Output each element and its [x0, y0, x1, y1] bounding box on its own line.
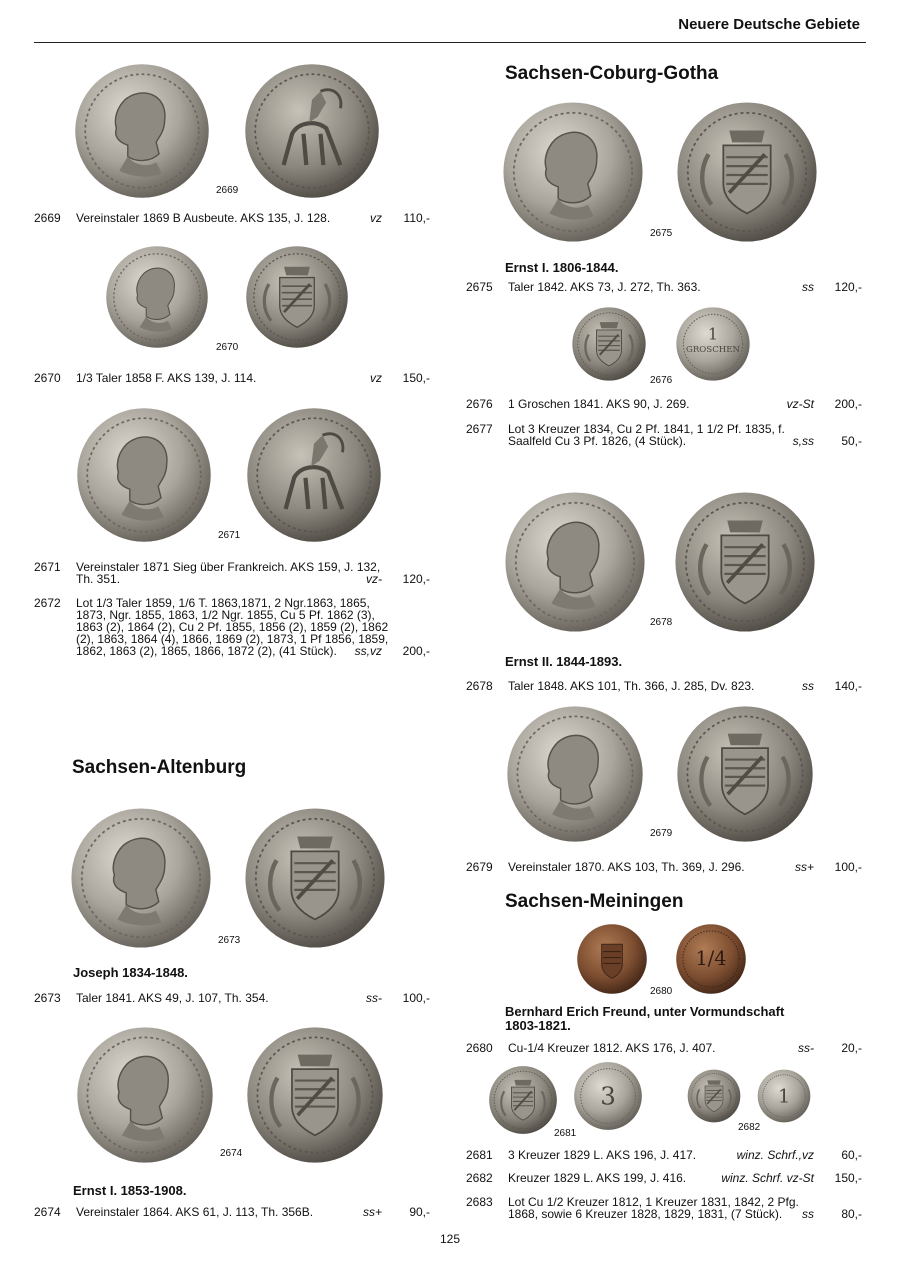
coin-2676-reverse — [674, 305, 752, 383]
lot-2680 — [466, 1042, 866, 1056]
lot-grade: ss — [802, 1207, 814, 1221]
lot-number: 2682 — [466, 1171, 493, 1185]
lot-grade: winz. Schrf. vz-St — [721, 1171, 814, 1185]
lot-description-line: 1862, 1863 (2), 1865, 1866, 1872 (2), (41 Stück). — [76, 644, 337, 658]
ruler-title: Joseph 1834-1848. — [73, 965, 188, 980]
lot-2683 — [466, 1196, 866, 1222]
figure-number: 2678 — [650, 617, 673, 628]
lot-price: 100,- — [402, 991, 430, 1005]
coin-2678-reverse — [671, 488, 819, 636]
lot-2672 — [34, 597, 434, 659]
coin-2675-obverse — [499, 98, 647, 246]
coin-2670-obverse — [103, 243, 211, 351]
lot-grade: ss,vz — [354, 644, 382, 658]
lot-grade: winz. Schrf.,vz — [736, 1148, 814, 1162]
lot-description-line: 1863 (2), 1864 (2), Cu 2 Pf. 1855, 1856 (2), 1859 (2), 1862 — [76, 620, 389, 634]
lot-description: Taler 1842. AKS 73, J. 272, Th. 363. — [508, 280, 701, 294]
lot-number: 2672 — [34, 596, 61, 610]
lot-number: 2674 — [34, 1205, 61, 1219]
coin-2681-obverse — [487, 1064, 559, 1136]
lot-description: Vereinstaler 1870. AKS 103, Th. 369, J. 296. — [508, 860, 745, 874]
lot-price: 80,- — [841, 1207, 862, 1221]
ruler-title: Ernst II. 1844-1893. — [505, 654, 623, 669]
coin-2675-reverse — [673, 98, 821, 246]
lot-grade: ss- — [366, 991, 382, 1005]
coin-2682-reverse — [756, 1068, 812, 1124]
lot-price: 200,- — [834, 397, 862, 411]
lot-price: 90,- — [409, 1205, 430, 1219]
lot-description-line: Lot Cu 1/2 Kreuzer 1812, 1 Kreuzer 1831, 1842, 2 Pfg. — [508, 1195, 799, 1209]
coin-2679-obverse — [503, 702, 647, 846]
coin-2682-obverse — [686, 1068, 742, 1124]
lot-price: 20,- — [841, 1041, 862, 1055]
lot-grade: ss+ — [362, 1205, 382, 1219]
coin-2680-obverse — [575, 922, 649, 996]
coin-2673-reverse — [241, 804, 389, 952]
lot-number: 2679 — [466, 860, 493, 874]
coin-2674-obverse — [73, 1023, 217, 1167]
section-title-coburg-gotha: Sachsen-Coburg-Gotha — [505, 63, 719, 84]
figure-number: 2676 — [650, 375, 673, 386]
lot-number: 2670 — [34, 371, 61, 385]
figure-number: 2670 — [216, 342, 239, 353]
page-number: 125 — [439, 1232, 461, 1246]
lot-description-line: Vereinstaler 1871 Sieg über Frankreich. AKS 159, J. 132, — [76, 560, 381, 574]
lot-number: 2676 — [466, 397, 493, 411]
lot-grade: ss — [802, 280, 814, 294]
lot-grade: ss — [802, 679, 814, 693]
ruler-title: Bernhard Erich Freund, unter Vormundschaft — [505, 1004, 785, 1019]
lot-description: Vereinstaler 1864. AKS 61, J. 113, Th. 356B. — [76, 1205, 314, 1219]
figure-number: 2682 — [738, 1122, 761, 1133]
lot-2674 — [34, 1206, 434, 1220]
lot-price: 150,- — [402, 371, 430, 385]
lot-number: 2678 — [466, 679, 493, 693]
lot-description: Taler 1848. AKS 101, Th. 366, J. 285, Dv. 823. — [508, 679, 755, 693]
coin-2671-obverse — [73, 404, 215, 546]
figure-number: 2673 — [218, 935, 241, 946]
lot-2669 — [34, 212, 434, 226]
lot-2670 — [34, 372, 434, 386]
lot-description-line: (2), 1863, 1864 (4), 1866, 1869 (2), 1873, 1 Pf 1856, 1859, — [76, 632, 389, 646]
lot-price: 110,- — [403, 211, 430, 225]
coin-2680-reverse — [674, 922, 748, 996]
lot-description-line: 1873, Ngr. 1855, 1863, 1/2 Ngr. 1855, Cu 5 Pf. 1862 (3), — [76, 608, 375, 622]
lot-description-line: Th. 351. — [76, 572, 121, 586]
lot-2671 — [34, 561, 434, 589]
coin-2681-reverse — [572, 1060, 644, 1132]
lot-description: 1/3 Taler 1858 F. AKS 139, J. 114. — [76, 371, 257, 385]
lot-number: 2669 — [34, 211, 61, 225]
figure-number: 2679 — [650, 828, 673, 839]
lot-price: 140,- — [834, 679, 862, 693]
lot-description-line: Lot 1/3 Taler 1859, 1/6 T. 1863,1871, 2 Ngr.1863, 1865, — [76, 596, 370, 610]
header-title: Neuere Deutsche Gebiete — [678, 16, 860, 33]
lot-number: 2675 — [466, 280, 493, 294]
lot-description-line: Saalfeld Cu 3 Pf. 1826, (4 Stück). — [508, 434, 687, 448]
lot-2678 — [466, 680, 866, 694]
lot-number: 2671 — [34, 560, 61, 574]
coin-2676-obverse — [570, 305, 648, 383]
lot-price: 200,- — [402, 644, 430, 658]
coin-2669-obverse — [71, 60, 213, 202]
lot-number: 2680 — [466, 1041, 493, 1055]
section-title-meiningen: Sachsen-Meiningen — [505, 891, 684, 912]
lot-price: 50,- — [841, 434, 862, 448]
lot-description: Cu-1/4 Kreuzer 1812. AKS 176, J. 407. — [508, 1041, 716, 1055]
lot-grade: vz-St — [786, 397, 814, 411]
lot-2682 — [466, 1172, 866, 1186]
lot-2679 — [466, 861, 866, 875]
lot-number: 2673 — [34, 991, 61, 1005]
lot-number: 2677 — [466, 422, 493, 436]
lot-2675 — [466, 281, 866, 295]
coin-2670-reverse — [243, 243, 351, 351]
lot-grade: vz- — [366, 572, 382, 586]
coin-2671-reverse — [243, 404, 385, 546]
lot-description: Kreuzer 1829 L. AKS 199, J. 416. — [508, 1171, 687, 1185]
lot-price: 120,- — [402, 572, 430, 586]
page-header — [34, 14, 866, 43]
lot-description: 3 Kreuzer 1829 L. AKS 196, J. 417. — [508, 1148, 697, 1162]
coin-2679-reverse — [673, 702, 817, 846]
lot-description-line: 1868, sowie 6 Kreuzer 1828, 1829, 1831, (7 Stück). — [508, 1207, 783, 1221]
lot-2681 — [466, 1149, 866, 1163]
coin-2673-obverse — [67, 804, 215, 952]
lot-grade: s,ss — [792, 434, 814, 448]
section-title-altenburg: Sachsen-Altenburg — [72, 757, 247, 778]
figure-number: 2669 — [216, 185, 239, 196]
lot-number: 2681 — [466, 1148, 493, 1162]
lot-grade: vz — [370, 371, 382, 385]
lot-price: 120,- — [834, 280, 862, 294]
coin-2678-obverse — [501, 488, 649, 636]
lot-description: Vereinstaler 1869 B Ausbeute. AKS 135, J. 128. — [76, 211, 331, 225]
lot-description-line: Lot 3 Kreuzer 1834, Cu 2 Pf. 1841, 1 1/2 Pf. 1835, f. — [508, 422, 785, 436]
lot-description: 1 Groschen 1841. AKS 90, J. 269. — [508, 397, 690, 411]
figure-number: 2674 — [220, 1148, 243, 1159]
coin-2669-reverse — [241, 60, 383, 202]
lot-grade: ss- — [798, 1041, 814, 1055]
lot-2677 — [466, 423, 866, 449]
figure-number: 2671 — [218, 530, 241, 541]
lot-price: 60,- — [841, 1148, 862, 1162]
lot-description: Taler 1841. AKS 49, J. 107, Th. 354. — [76, 991, 269, 1005]
figure-number: 2681 — [554, 1128, 577, 1139]
lot-number: 2683 — [466, 1195, 493, 1209]
lot-2676 — [466, 398, 866, 412]
coin-2674-reverse — [243, 1023, 387, 1167]
lot-price: 100,- — [834, 860, 862, 874]
lot-2673 — [34, 992, 434, 1006]
figure-number: 2675 — [650, 228, 673, 239]
ruler-title: Ernst I. 1853-1908. — [73, 1183, 187, 1198]
lot-price: 150,- — [834, 1171, 862, 1185]
lot-grade: ss+ — [794, 860, 814, 874]
figure-number: 2680 — [650, 986, 673, 997]
ruler-title: Ernst I. 1806-1844. — [505, 260, 619, 275]
ruler-title: 1803-1821. — [505, 1018, 571, 1033]
lot-grade: vz — [370, 211, 382, 225]
